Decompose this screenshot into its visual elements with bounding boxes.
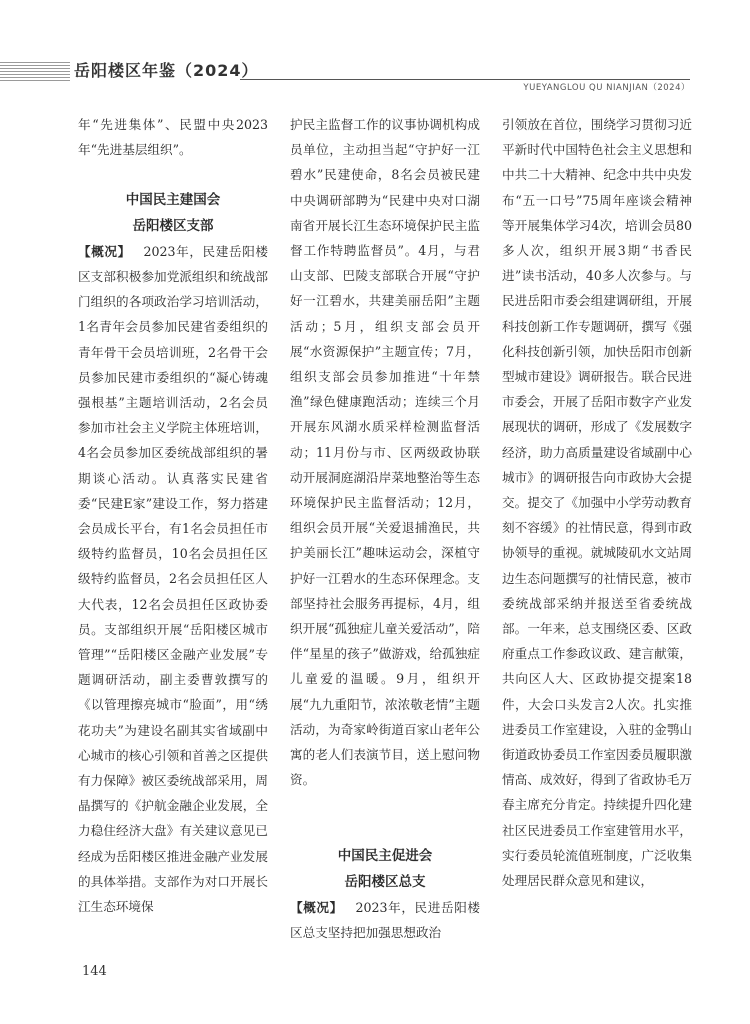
paragraph-continued: 护民主监督工作的议事协调机构成员单位，主动担当起“守护好一江碧水”民建使命，8名会员被民建中央调研部聘为“民建中央对口湖南省开展长江生态环境保护民主监督工作特聘监督员”。4月，与君山支部、巴陵支部联合开展“守护好一江碧水，共建美丽岳阳”主题活动；5月，组织支部会员开展“水资源保护”主题宣传；7月，组织支部会员参加推进“十年禁渔”绿色健康跑活动；连续三个月开展东风湖水质采样检测监督活动；11月份与市、区两级政协联动开展洞庭湖沿岸菜地整治等生态环境保护民主监督活动；12月，组织会员开展“关爱退捕渔民，共护美丽长江”趣味运动会，深植守护好一江碧水的生态环保理念。支部坚持社会服务再提标，4月，组织开展“孤独症儿童关爱活动”，陪伴“星星的孩子”做游戏，给孤独症儿童爱的温暖。9月，组织开展“九九重阳节，浓浓敬老情”主题活动，为奇家岭街道百家山老年公寓的老人们表演节目，送上慰问物资。: [290, 117, 480, 788]
header-rule: [240, 79, 690, 80]
header-subtitle: YUEYANGLOU QU NIANJIAN（2024）: [523, 83, 690, 93]
running-header: [0, 0, 750, 95]
section-title-line2: 岳阳楼区支部: [132, 217, 214, 234]
overview-tag: 【概况】: [290, 899, 343, 915]
section-title-line2: 岳阳楼区总支: [344, 873, 426, 890]
overview-paragraph: [78, 239, 268, 919]
text-column-2: [290, 112, 480, 945]
header-title: 岳阳楼区年鉴（2024）: [74, 61, 259, 80]
paragraph-continued: 引领放在首位，围绕学习贯彻习近平新时代中国特色社会主义思想和中共二十大精神、纪念中共中央发布“五一口号”75周年座谈会精神等开展集体学习4次，培训会员80多人次，组织开展3期“书香民进”读书活动，40多人次参与。与民进岳阳市委会组建调研组，开展科技创新工作专题调研，撰写《强化科技创新引领，加快岳阳市创新型城市建设》调研报告。联合民进市委会，开展了岳阳市数字产业发展现状的调研，形成了《发展数字经济，助力高质量建设省域副中心城市》的调研报告向市政协大会提交。提交了《加强中小学劳动教育刻不容缓》的社情民意，得到市政协领导的重视。就城陵矶水文站周边生态问题撰写的社情民意，被市委统战部采纳并报送至省委统战部。一年来，总支围绕区委、区政府重点工作参政议政、建言献策，共向区人大、区政协提交提案18件，大会口头发言2人次。扎实推进委员工作室建设，入驻的金鹗山街道政协委员工作室因委员履职激情高、成效好，得到了省政协毛万春主席充分肯定。持续提升四化建社区民进委员工作室建管用水平，实行委员轮流值班制度，广泛收集处理居民群众意见和建议，: [502, 117, 692, 889]
page-number: 144: [82, 964, 107, 979]
header-decoration-lines: [0, 62, 70, 82]
section-title-line1: 中国民主建国会: [125, 192, 221, 209]
text-column-1: [78, 112, 268, 919]
overview-tag: 【概况】: [78, 243, 131, 259]
paragraph-continued: 年“先进集体”、民盟中央2023年“先进基层组织”。: [78, 117, 268, 158]
overview-text: 2023年，民建岳阳楼区支部积极参加党派组织和统战部门组织的各项政治学习培训活动，1名青年会员参加民建省委组织的青年骨干会员培训班，2名骨干会员参加民建市委组织的“凝心铸魂强根基”主题培训活动，2名会员参加市社会主义学院主体班培训，4名会员参加区委统战部组织的暑期谈心活动。认真落实民建省委“民建E家”建设工作，努力搭建会员成长平台，有1名会员担任市级特约监督员，10名会员担任区级特约监督员，2名会员担任区人大代表，12名会员担任区政协委员。支部组织开展“岳阳楼区城市管理”“岳阳楼区金融产业发展”专题调研活动，副主委曹敦撰写的《以管理擦亮城市“脸面”，用“绣花功夫”为建设名副其实省域副中心城市的核心引领和首善之区提供有力保障》被区委统战部采用，周晶撰写的《护航金融企业发展，全力稳住经济大盘》有关建议意见已经成为岳阳楼区推进金融产业发展的具体举措。支部作为对口开展长江生态环境保: [78, 243, 268, 915]
overview-paragraph: [290, 895, 480, 945]
overview-text: 2023年，民进岳阳楼区总支坚持把加强思想政治: [290, 899, 480, 941]
section-title-line1: 中国民主促进会: [337, 848, 433, 865]
text-column-3: [502, 112, 692, 893]
